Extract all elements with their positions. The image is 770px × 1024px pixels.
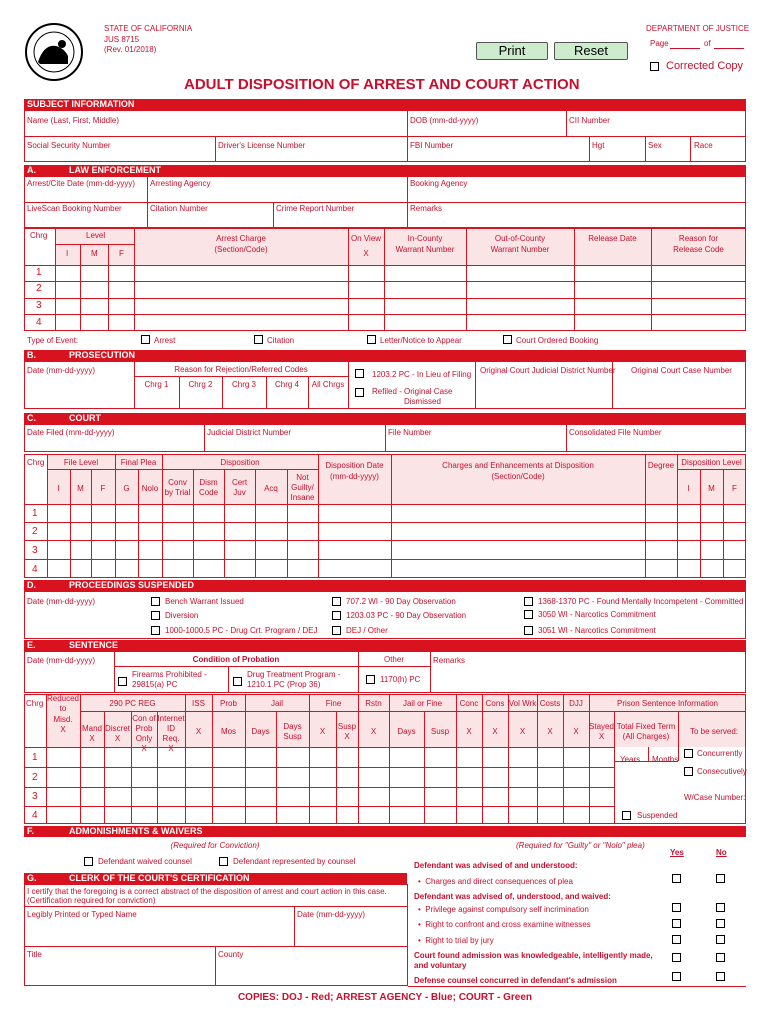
chrg2-field[interactable]: Chrg 2 bbox=[188, 380, 213, 389]
refiled-checkbox[interactable] bbox=[355, 388, 364, 397]
booking-agency-field[interactable]: Booking Agency bbox=[410, 179, 468, 188]
row-number: 3 bbox=[36, 300, 42, 311]
rstn-x: X bbox=[370, 727, 377, 736]
chrg-header: Chrg bbox=[27, 458, 45, 467]
arresting-agency-field[interactable]: Arresting Agency bbox=[150, 179, 211, 188]
con-of-header: Con of bbox=[132, 714, 156, 723]
file-number-field[interactable]: File Number bbox=[388, 428, 432, 437]
drug-court-label: 1000-1000.5 PC - Drug Crt. Program / DEJ bbox=[165, 626, 318, 635]
cert-header: Cert bbox=[231, 478, 248, 487]
stayed-header: Stayed bbox=[589, 722, 614, 731]
prob-mos: Mos bbox=[220, 727, 237, 736]
waived-counsel-label: Defendant waived counsel bbox=[98, 857, 192, 866]
conv-header: Conv bbox=[168, 478, 187, 487]
arrest-checkbox[interactable] bbox=[141, 335, 150, 344]
jail-or-fine-header: Jail or Fine bbox=[402, 699, 443, 708]
bullet-self-incrimination: • Privilege against compulsory self incrimination bbox=[418, 905, 589, 914]
costs-header: Costs bbox=[539, 699, 561, 708]
clerk-date-field[interactable]: Date (mm-dd-yyyy) bbox=[297, 910, 366, 919]
reason-release-header: Reason for bbox=[678, 234, 719, 243]
months-field[interactable]: Months bbox=[652, 755, 679, 764]
arrest-charge-header: Arrest Charge bbox=[216, 234, 266, 243]
out-county-warrant-header: Warrant Number bbox=[490, 245, 550, 254]
advised-waived-heading: Defendant was advised of, understood, and waived: bbox=[414, 892, 611, 901]
row-number: 3 bbox=[32, 791, 38, 802]
sex-field[interactable]: Sex bbox=[648, 141, 662, 150]
stayed-x: X bbox=[598, 732, 605, 741]
row-number: 2 bbox=[32, 772, 38, 783]
file-level-header: File Level bbox=[63, 458, 99, 467]
row-number: 4 bbox=[32, 564, 38, 575]
print-button[interactable]: Print bbox=[476, 42, 548, 60]
court-bar: C. COURT bbox=[24, 413, 746, 424]
consecutively-label: Consecutively bbox=[697, 767, 747, 776]
chrg4-field[interactable]: Chrg 4 bbox=[274, 380, 299, 389]
court-booking-checkbox[interactable] bbox=[503, 335, 512, 344]
firearms-code-label: 29815(a) PC bbox=[132, 680, 178, 689]
judicial-district-field[interactable]: Judicial District Number bbox=[207, 428, 292, 437]
wi3050-checkbox[interactable] bbox=[524, 610, 533, 619]
other-header: Other bbox=[383, 655, 404, 664]
court-found-label-2: and voluntary bbox=[414, 961, 467, 970]
chrg-header: Chrg bbox=[26, 699, 44, 708]
not-guilty-header-3: Insane bbox=[290, 493, 315, 502]
jail-days: Days bbox=[251, 727, 270, 736]
discret-x: X bbox=[114, 734, 121, 743]
w-case-number-field[interactable]: W/Case Number: bbox=[684, 793, 746, 802]
form-number: JUS 8715 bbox=[104, 35, 140, 44]
chrg3-field[interactable]: Chrg 3 bbox=[231, 380, 256, 389]
self-incrimination-no-checkbox[interactable] bbox=[716, 903, 725, 912]
jail-or-fine-susp: Susp bbox=[430, 727, 450, 736]
no-column-header: No bbox=[716, 848, 727, 857]
internet-id: ID bbox=[167, 724, 175, 733]
bench-warrant-checkbox[interactable] bbox=[151, 597, 160, 606]
of-label: of bbox=[704, 39, 711, 48]
dob-field[interactable]: DOB (mm-dd-yyyy) bbox=[410, 116, 479, 125]
wi3050-label: 3050 WI - Narcotics Commitment bbox=[538, 610, 656, 619]
discret-header: Discret bbox=[105, 724, 130, 733]
pc120303-checkbox[interactable] bbox=[332, 611, 341, 620]
plea-g: G bbox=[123, 484, 130, 493]
drug-court-checkbox[interactable] bbox=[151, 626, 160, 635]
con-of-x: X bbox=[141, 744, 147, 753]
citation-checkbox[interactable] bbox=[254, 335, 263, 344]
drug-treatment-checkbox[interactable] bbox=[233, 677, 242, 686]
disp-level-header: Disposition Level bbox=[681, 458, 742, 467]
dej-other-label: DEJ / Other bbox=[346, 626, 388, 635]
state-label: STATE OF CALIFORNIA bbox=[104, 24, 193, 33]
charges-enh-header: Charges and Enhancements at Disposition bbox=[442, 461, 594, 470]
prison-info-header: Prison Sentence Information bbox=[617, 699, 718, 708]
pc120303-label: 1203.03 PC - 90 Day Observation bbox=[346, 611, 467, 620]
disposition-header: Disposition bbox=[220, 458, 260, 467]
wi707-label: 707.2 WI - 90 Day Observation bbox=[346, 597, 456, 606]
consolidated-file-field[interactable]: Consolidated File Number bbox=[569, 428, 662, 437]
court-found-no-checkbox[interactable] bbox=[716, 953, 725, 962]
court-booking-label: Court Ordered Booking bbox=[516, 336, 599, 345]
admonishments-bar: F. ADMONISHMENTS & WAIVERS bbox=[24, 826, 746, 837]
name-field[interactable]: Name (Last, First, Middle) bbox=[27, 116, 120, 125]
defense-concurred-label: Defense counsel concurred in defendant's admission bbox=[414, 976, 617, 985]
date-filed-field[interactable]: Date Filed (mm-dd-yyyy) bbox=[27, 428, 115, 437]
arrest-label: Arrest bbox=[154, 336, 176, 345]
bench-warrant-label: Bench Warrant Issued bbox=[165, 597, 244, 606]
fbi-field[interactable]: FBI Number bbox=[410, 141, 454, 150]
represented-counsel-label: Defendant represented by counsel bbox=[233, 857, 356, 866]
total-fixed-term-header: Total Fixed Term bbox=[616, 722, 676, 731]
conc-header: Conc bbox=[459, 699, 479, 708]
pc1368-label: 1368-1370 PC - Found Mentally Incompetent - Committed bbox=[538, 597, 744, 606]
diversion-label: Diversion bbox=[165, 611, 199, 620]
fine-x: X bbox=[319, 727, 326, 736]
confront-no-checkbox[interactable] bbox=[716, 919, 725, 928]
years-field[interactable]: Years bbox=[620, 755, 641, 764]
dism-header: Dism bbox=[199, 478, 218, 487]
concurrently-checkbox[interactable] bbox=[684, 749, 693, 758]
row-number: 1 bbox=[32, 752, 38, 763]
concurrently-label: Concurrently bbox=[697, 749, 743, 758]
sentence-date-field[interactable]: Date (mm-dd-yyyy) bbox=[27, 656, 96, 665]
costs-x: X bbox=[547, 727, 553, 736]
degree-header: Degree bbox=[647, 461, 675, 470]
on-view-header: On View bbox=[350, 234, 382, 243]
fine-header: Fine bbox=[325, 699, 342, 708]
file-level-m: M bbox=[77, 484, 84, 493]
rstn-header: Rstn bbox=[365, 699, 382, 708]
in-county-warrant-header: Warrant Number bbox=[395, 245, 455, 254]
california-doj-seal bbox=[24, 22, 84, 82]
dism-code-header: Code bbox=[198, 488, 219, 497]
clerk-title-field[interactable]: Title bbox=[27, 950, 42, 959]
disp-level-f: F bbox=[732, 484, 737, 493]
level-i-header: I bbox=[66, 249, 69, 258]
suspended-label: Suspended bbox=[637, 811, 678, 820]
orig-district-field[interactable]: Original Court Judicial District Number bbox=[480, 366, 616, 375]
drivers-license-field[interactable]: Driver's License Number bbox=[218, 141, 306, 150]
internet-header: Internet bbox=[157, 714, 185, 723]
prob-header: Prob bbox=[220, 699, 237, 708]
reduced-x: X bbox=[60, 725, 66, 734]
self-incrimination-yes-checkbox[interactable] bbox=[672, 903, 681, 912]
drug-treatment-label: Drug Treatment Program - bbox=[247, 670, 341, 679]
disp-level-m: M bbox=[708, 484, 715, 493]
condition-probation-header: Condition of Probation bbox=[192, 655, 280, 664]
consecutively-checkbox[interactable] bbox=[684, 767, 693, 776]
chrg-header: Chrg bbox=[30, 231, 48, 240]
law-enforcement-bar: A. LAW ENFORCEMENT bbox=[24, 165, 746, 176]
clerk-cert-bar: G. CLERK OF THE COURT'S CERTIFICATION bbox=[24, 873, 407, 884]
page-field[interactable] bbox=[670, 48, 700, 49]
djj-x: X bbox=[573, 727, 579, 736]
total-all-charges-header: (All Charges) bbox=[622, 732, 670, 741]
reset-button[interactable]: Reset bbox=[554, 42, 628, 60]
jail-susp-days: Days bbox=[283, 722, 302, 731]
crime-report-field[interactable]: Crime Report Number bbox=[276, 204, 355, 213]
type-of-event-label: Type of Event: bbox=[27, 336, 79, 345]
clerk-county-field[interactable]: County bbox=[218, 950, 244, 959]
livescan-field[interactable]: LiveScan Booking Number bbox=[27, 204, 122, 213]
release-date-header: Release Date bbox=[588, 234, 637, 243]
reduced-header: Reduced bbox=[46, 694, 80, 703]
vol-wrk-header: Vol Wrk bbox=[508, 699, 537, 708]
pc1203-checkbox[interactable] bbox=[355, 369, 364, 378]
refiled-label: Refiled - Original Case bbox=[372, 387, 453, 396]
wi707-checkbox[interactable] bbox=[332, 597, 341, 606]
corrected-copy-label: Corrected Copy bbox=[666, 60, 744, 72]
revision: (Rev. 01/2018) bbox=[104, 45, 157, 54]
in-county-header: In-County bbox=[407, 234, 443, 243]
cons-x: X bbox=[492, 727, 498, 736]
con-of-only: Only bbox=[135, 734, 153, 743]
copies-footer: COPIES: DOJ - Red; ARREST AGENCY - Blue; COURT - Green bbox=[237, 992, 533, 1003]
con-of-prob: Prob bbox=[135, 724, 153, 733]
proceedings-suspended-bar: D. PROCEEDINGS SUSPENDED bbox=[24, 580, 746, 591]
mand-x: X bbox=[89, 734, 95, 743]
row-number: 1 bbox=[32, 508, 38, 519]
height-field[interactable]: Hgt bbox=[592, 141, 605, 150]
dej-other-checkbox[interactable] bbox=[332, 626, 341, 635]
reduced-misd-header: Misd. bbox=[53, 715, 73, 724]
court-found-label: Court found admission was knowledgeable, intelligently made, bbox=[414, 951, 653, 960]
vol-wrk-x: X bbox=[519, 727, 526, 736]
disp-date-header: Disposition Date bbox=[325, 461, 384, 470]
bullet-charges: • Charges and direct consequences of plea bbox=[418, 877, 573, 886]
orig-case-field[interactable]: Original Court Case Number bbox=[631, 366, 732, 375]
suspended-checkbox[interactable] bbox=[622, 811, 631, 820]
charges-no-checkbox[interactable] bbox=[716, 874, 725, 883]
citation-field[interactable]: Citation Number bbox=[150, 204, 208, 213]
court-found-yes-checkbox[interactable] bbox=[672, 953, 681, 962]
citation-label: Citation bbox=[267, 336, 295, 345]
level-m-header: M bbox=[91, 249, 98, 258]
rejection-codes-header: Reason for Rejection/Referred Codes bbox=[174, 365, 308, 374]
disp-level-i: I bbox=[687, 484, 690, 493]
to-be-served-label: To be served: bbox=[690, 727, 739, 736]
wi3051-checkbox[interactable] bbox=[524, 626, 533, 635]
fine-susp-x: X bbox=[344, 732, 350, 741]
internet-x: X bbox=[168, 744, 174, 753]
proceedings-date-field[interactable]: Date (mm-dd-yyyy) bbox=[27, 597, 96, 606]
certification-text: I certify that the foregoing is a correct abstract of the disposition of arrest and court action in this case. bbox=[27, 887, 387, 896]
iss-x: X bbox=[195, 727, 202, 736]
drug-treatment-code-label: 1210.1 PC (Prop 36) bbox=[247, 680, 321, 689]
arrest-cite-date-field[interactable]: Arrest/Cite Date (mm-dd-yyyy) bbox=[27, 179, 136, 188]
firearms-checkbox[interactable] bbox=[118, 677, 127, 686]
required-plea-note: (Required for "Guilty" or "Nolo" plea) bbox=[516, 841, 645, 850]
concurred-no-checkbox[interactable] bbox=[716, 972, 725, 981]
prosecution-bar: B. PROSECUTION bbox=[24, 350, 746, 361]
row-number: 4 bbox=[32, 810, 38, 821]
sentence-remarks-field[interactable]: Remarks bbox=[433, 656, 466, 665]
conc-x: X bbox=[466, 727, 472, 736]
release-code-header: Release Code bbox=[673, 245, 724, 254]
mand-header: Mand bbox=[81, 724, 102, 733]
level-f-header: F bbox=[119, 249, 124, 258]
diversion-checkbox[interactable] bbox=[151, 611, 160, 620]
remarks-field[interactable]: Remarks bbox=[410, 204, 443, 213]
iss-header: ISS bbox=[192, 699, 205, 708]
clerk-name-field[interactable]: Legibly Printed or Typed Name bbox=[27, 910, 137, 919]
row-number: 1 bbox=[36, 267, 42, 278]
letter-notice-label: Letter/Notice to Appear bbox=[380, 336, 462, 345]
pc290-header: 290 PC REG bbox=[109, 699, 156, 708]
yes-column-header: Yes bbox=[670, 848, 684, 857]
refiled-dismissed-label: Dismissed bbox=[404, 397, 441, 406]
jury-yes-checkbox[interactable] bbox=[672, 935, 681, 944]
dept-label: DEPARTMENT OF JUSTICE bbox=[646, 24, 750, 33]
pc1203-label: 1203.2 PC - In Lieu of Filing bbox=[372, 370, 472, 379]
cert-juv-header: Juv bbox=[233, 488, 246, 497]
all-chrgs-field[interactable]: All Chrgs bbox=[311, 380, 345, 389]
advised-understood-heading: Defendant was advised of and understood: bbox=[414, 861, 578, 870]
internet-req: Req. bbox=[162, 734, 180, 743]
row-number: 4 bbox=[36, 317, 42, 328]
jail-header: Jail bbox=[270, 699, 283, 708]
acq-header: Acq bbox=[264, 484, 278, 493]
required-conviction-note: (Required for Conviction) bbox=[170, 841, 260, 850]
page-label: Page bbox=[650, 39, 669, 48]
level-header: Level bbox=[86, 231, 106, 240]
out-county-header: Out-of-County bbox=[494, 234, 546, 243]
section-code-header: (Section/Code) bbox=[214, 245, 268, 254]
page-title: ADULT DISPOSITION OF ARREST AND COURT ACTION bbox=[184, 76, 580, 93]
row-number: 2 bbox=[32, 526, 38, 537]
djj-header: DJJ bbox=[569, 699, 583, 708]
page-of-field[interactable] bbox=[714, 48, 744, 49]
letter-notice-checkbox[interactable] bbox=[367, 335, 376, 344]
subject-info-bar: SUBJECT INFORMATION bbox=[24, 99, 746, 110]
file-level-i: I bbox=[57, 484, 60, 493]
file-level-f: F bbox=[100, 484, 106, 493]
cii-field[interactable]: CII Number bbox=[569, 116, 610, 125]
certification-required-note: (Certification required for conviction) bbox=[27, 896, 156, 905]
represented-counsel-checkbox[interactable] bbox=[219, 857, 228, 866]
jury-no-checkbox[interactable] bbox=[716, 935, 725, 944]
pc1368-checkbox[interactable] bbox=[524, 597, 533, 606]
conv-trial-header: by Trial bbox=[164, 488, 191, 497]
waived-counsel-checkbox[interactable] bbox=[84, 857, 93, 866]
jail-or-fine-days: Days bbox=[397, 727, 416, 736]
charges-yes-checkbox[interactable] bbox=[672, 874, 681, 883]
not-guilty-header-2: Guilty/ bbox=[291, 483, 314, 492]
jail-susp: Susp bbox=[283, 732, 302, 741]
firearms-label: Firearms Prohibited - bbox=[132, 670, 207, 679]
confront-yes-checkbox[interactable] bbox=[672, 919, 681, 928]
row-number: 2 bbox=[36, 283, 42, 294]
sentence-bar: E. SENTENCE bbox=[24, 640, 746, 651]
row-number: 3 bbox=[32, 545, 38, 556]
plea-nolo: Nolo bbox=[141, 484, 159, 493]
pc1170h-checkbox[interactable] bbox=[366, 675, 375, 684]
pc1170h-label: 1170(h) PC bbox=[380, 675, 421, 684]
reduced-to-header: to bbox=[59, 704, 67, 713]
race-field[interactable]: Race bbox=[694, 141, 713, 150]
corrected-copy-checkbox[interactable] bbox=[650, 62, 659, 71]
final-plea-header: Final Plea bbox=[120, 458, 157, 467]
disp-date-format: (mm-dd-yyyy) bbox=[330, 472, 379, 481]
fine-susp: Susp bbox=[337, 722, 357, 731]
prosecution-date-field[interactable]: Date (mm-dd-yyyy) bbox=[27, 366, 96, 375]
on-view-x: X bbox=[363, 249, 369, 258]
charges-section-header: (Section/Code) bbox=[491, 472, 545, 481]
wi3051-label: 3051 WI - Narcotics Commitment bbox=[538, 626, 656, 635]
bullet-confront: • Right to confront and cross examine witnesses bbox=[418, 920, 591, 929]
concurred-yes-checkbox[interactable] bbox=[672, 972, 681, 981]
not-guilty-header: Not bbox=[296, 473, 309, 482]
ssn-field[interactable]: Social Security Number bbox=[27, 141, 111, 150]
chrg1-field[interactable]: Chrg 1 bbox=[144, 380, 169, 389]
bullet-jury: • Right to trial by jury bbox=[418, 936, 494, 945]
cons-header: Cons bbox=[485, 699, 505, 708]
